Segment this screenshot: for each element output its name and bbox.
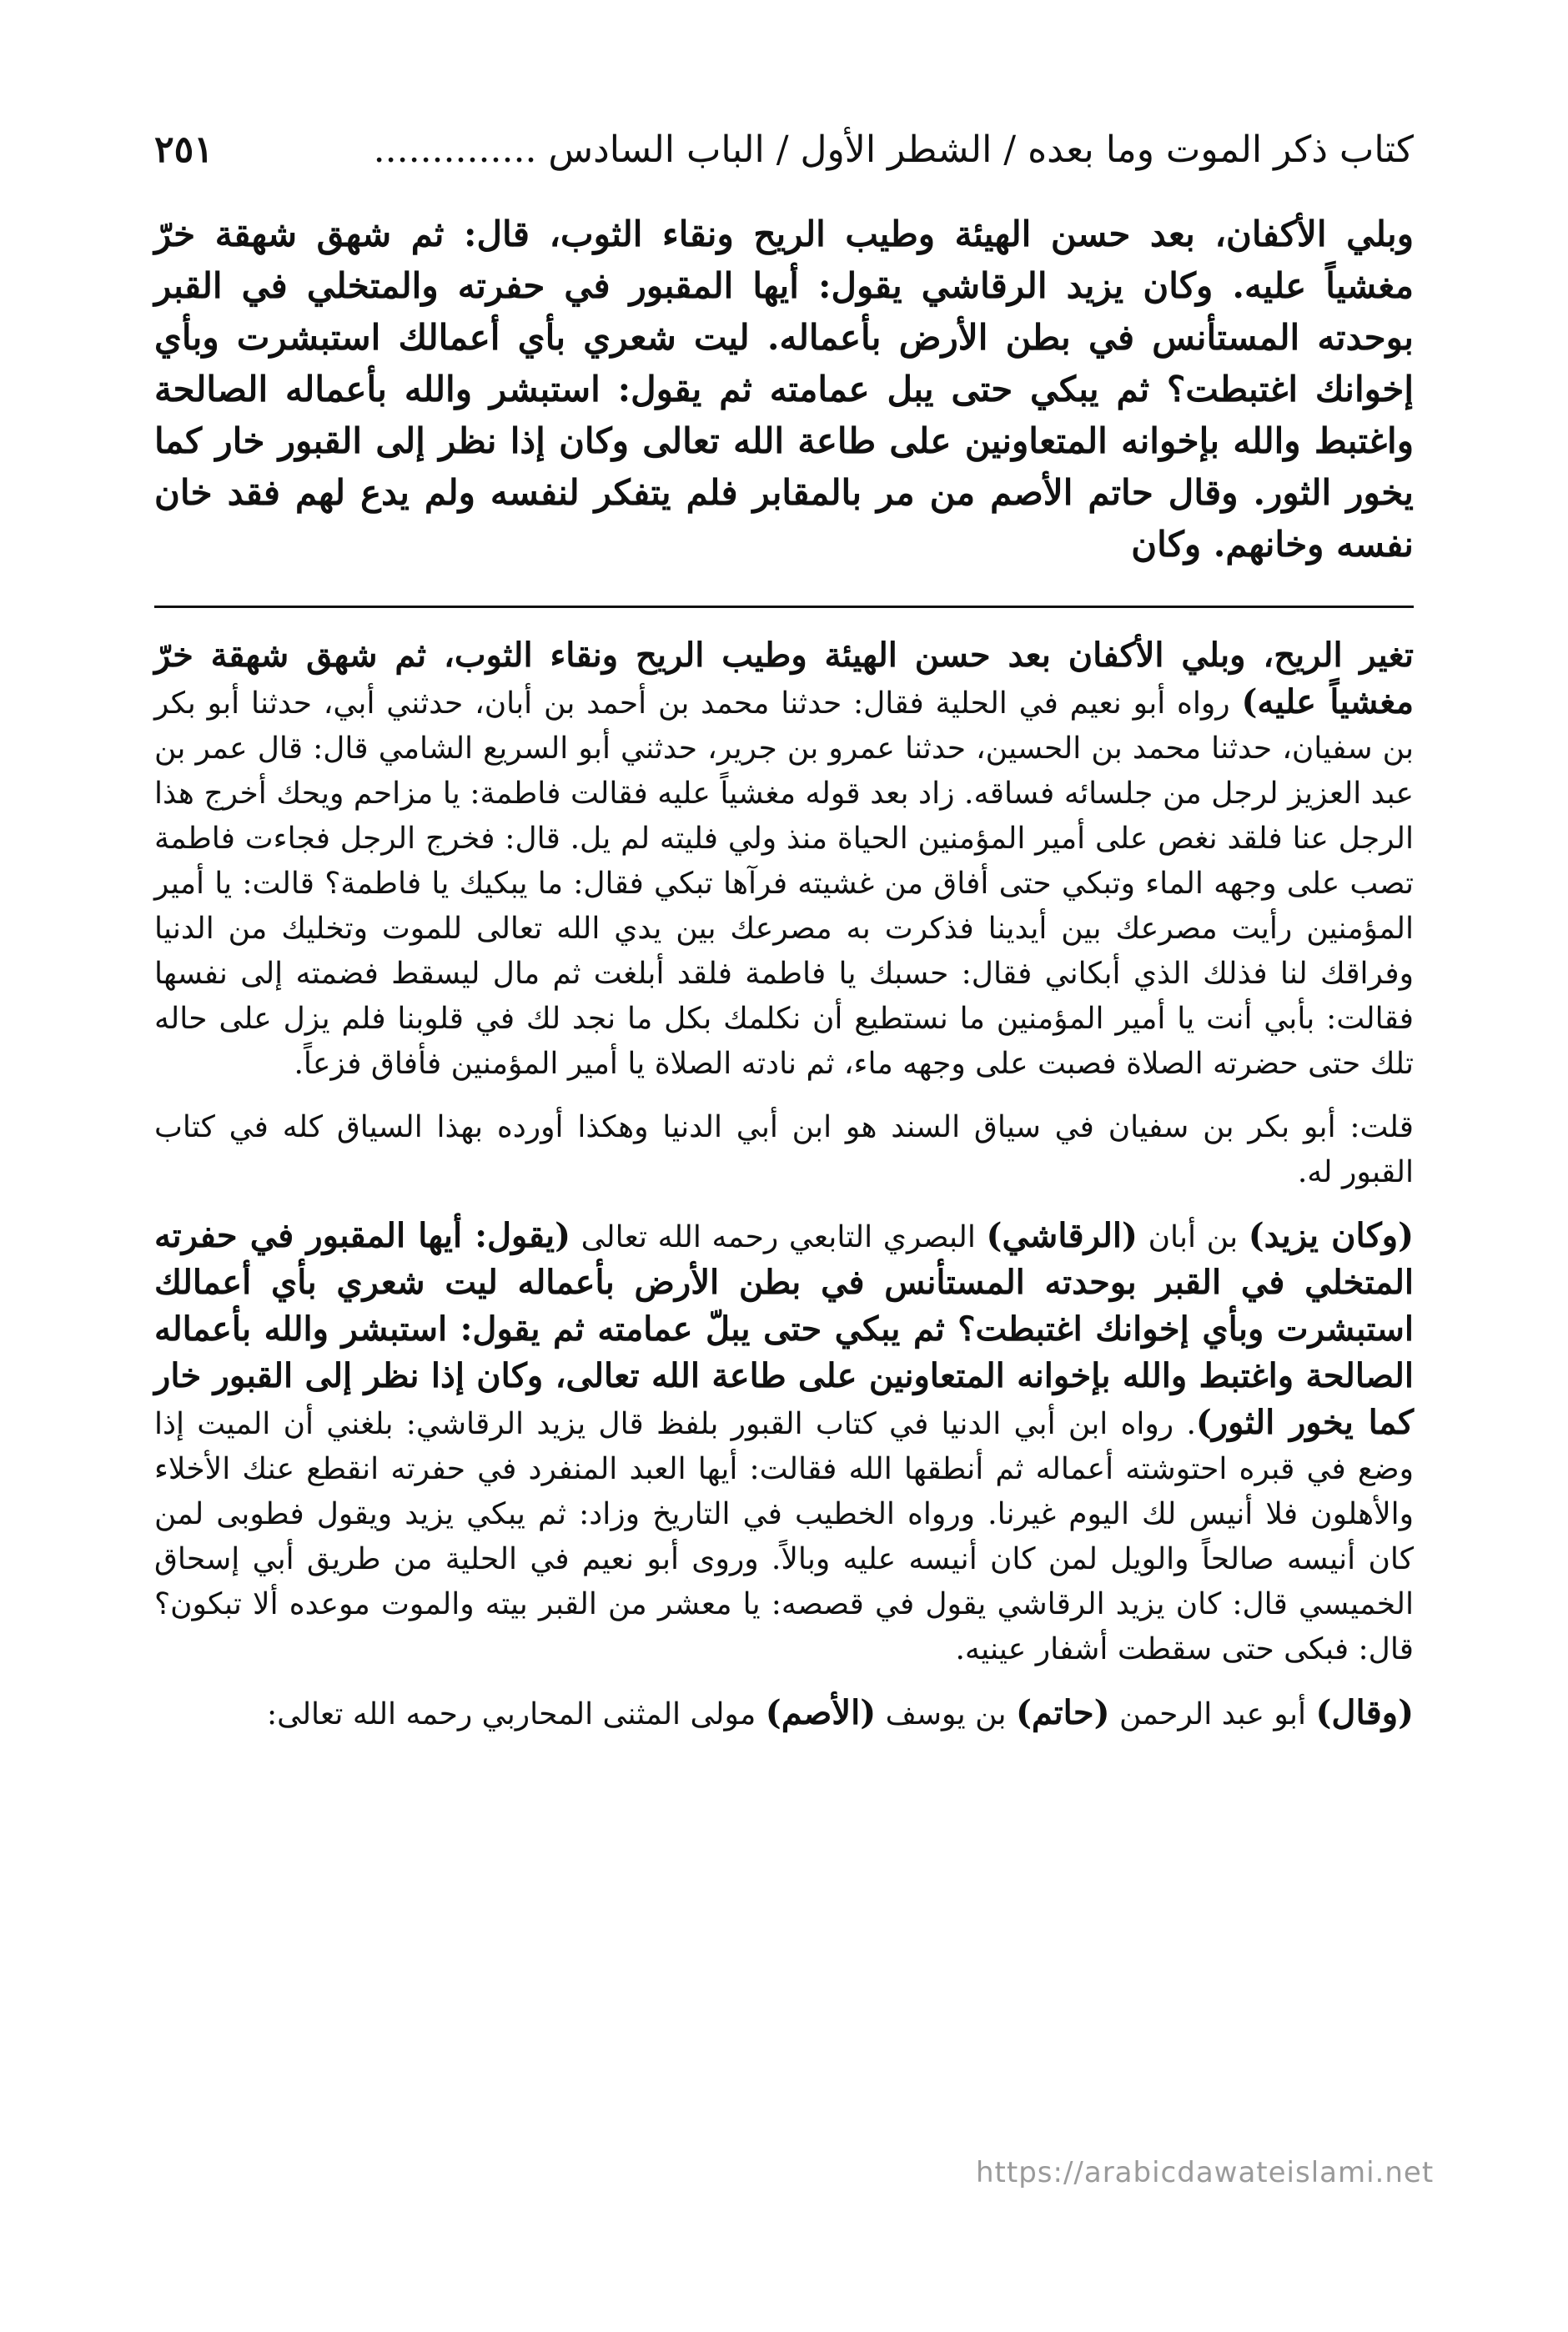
page-number: ٢٥١ — [154, 128, 214, 171]
commentary-text: بن أبان — [1137, 1220, 1249, 1254]
main-text: وبلي الأكفان، بعد حسن الهيئة وطيب الريح ونقاء الثوب، قال: ثم شهق شهقة خرّ مغشياً عليه. وكان يزيد الرقاشي يقول: أيها المقبور في حفرته والمتخلي في القبر بوحدته المستأنس في بطن الأرض بأعماله. ليت شعري بأي أعمالك استبشرت وبأي إخوانك اغتبطت؟ ثم يبكي حتى يبل عمامته ثم يقول: استبشر والله بأعماله الصالحة واغتبط والله بإخوانه المتعاونين على طاعة الله تعالى وكان إذا نظر إلى القبور خار كما يخور الثور. وقال حاتم الأصم من مر بالمقابر فلم يتفكر لنفسه ولم يدع لهم فقد خان نفسه وخانهم. وكان — [154, 214, 1414, 565]
quoted-text: (وكان يزيد) — [1248, 1216, 1414, 1255]
commentary-text: أبو عبد الرحمن — [1109, 1697, 1316, 1731]
watermark: https://arabicdawateislami.net — [976, 2156, 1435, 2189]
commentary-text: بن يوسف — [876, 1697, 1016, 1731]
quoted-text: (يقول: أيها المقبور في حفرته المتخلي في القبر بوحدته المستأنس في بطن الأرض بأعماله ليت شعري بأي أعمالك استبشرت وبأي إخوانك اغتبطت؟ ثم يبكي حتى يبلّ عمامته ثم يقول: استبشر والله بأعماله الصالحة واغتبط والله بإخوانه المتعاونين على طاعة الله تعالى، وكان إذا نظر إلى القبور خار كما يخور الثور) — [154, 1216, 1414, 1442]
quoted-text: (وقال) — [1315, 1693, 1414, 1732]
commentary-text: . رواه ابن أبي الدنيا في كتاب القبور بلفظ قال يزيد الرقاشي: بلغني أن الميت إذا وضع في قبره احتوشته أعماله ثم أنطقها الله فقالت: أيها العبد المنفرد في حفرته انقطع عنك الأخلاء والأهلون فلا أنيس لك اليوم غيرنا. ورواه الخطيب في التاريخ وزاد: ثم يبكي يزيد ويقول فطوبى لمن كان أنيسه صالحاً والويل لمن كان أنيسه عليه وبالاً. وروى أبو نعيم في الحلية من طريق أبي إسحاق الخميسي قال: كان يزيد الرقاشي يقول في قصصه: يا معشر من القبر بيته والموت موعده ألا تبكون؟ قال: فبكى حتى سقطت أشفار عينيه. — [154, 1407, 1414, 1666]
commentary — [154, 633, 1414, 1737]
commentary-paragraph-4 — [154, 1691, 1414, 1737]
separator-rule — [154, 606, 1414, 608]
quoted-text: (الأصم) — [765, 1693, 877, 1732]
commentary-text: البصري التابعي رحمه الله تعالى — [570, 1220, 987, 1254]
commentary-paragraph-1 — [154, 633, 1414, 1087]
quoted-text: (الرقاشي) — [986, 1216, 1138, 1255]
commentary-text: مولى المثنى المحاربي رحمه الله تعالى: — [266, 1697, 766, 1731]
commentary-paragraph-2: قلت: أبو بكر بن سفيان في سياق السند هو ابن أبي الدنيا وهكذا أورده بهذا السياق كله في كتاب القبور له. — [154, 1110, 1414, 1189]
header-title: كتاب ذكر الموت وما بعده / الشطر الأول / الباب السادس .............. — [373, 128, 1414, 171]
commentary-text: رواه أبو نعيم في الحلية فقال: حدثنا محمد بن أحمد بن أبان، حدثني أبي، حدثنا أبو بكر بن سفيان، حدثنا محمد بن الحسين، حدثنا عمرو بن جرير، حدثني أبو السريع الشامي قال: قال عمر بن عبد العزيز لرجل من جلسائه فساقه. زاد بعد قوله مغشياً عليه فقالت فاطمة: يا مزاحم ويحك أخرج هذا الرجل عنا فلقد نغص على أمير المؤمنين الحياة منذ ولي فليته لم يل. قال: فخرج الرجل فجاءت فاطمة تصب على وجهه الماء وتبكي حتى أفاق من غشيته فرآها تبكي فقال: ما يبكيك يا فاطمة؟ قالت: يا أمير المؤمنين رأيت مصرعك بين أيدينا فذكرت به مصرعك بين يدي الله تعالى للموت وتخليك من الدنيا وفراقك لنا فذلك الذي أبكاني فقال: حسبك يا فاطمة فلقد أبلغت ثم مال ليسقط فضمته إلى نفسها فقالت: بأبي أنت يا أمير المؤمنين ما نستطيع أن نكلمك بكل ما نجد لك في قلوبنا فلم يزل على حاله تلك حتى حضرته الصلاة فصبت على وجهه ماء، ثم نادته الصلاة يا أمير المؤمنين فأفاق فزعاً. — [154, 686, 1414, 1081]
quoted-text: تغير الريح، وبلي الأكفان بعد حسن الهيئة وطيب الريح ونقاء الثوب، ثم شهق شهقة خرّ مغشياً عليه) — [154, 636, 1415, 721]
commentary-paragraph-3 — [154, 1214, 1414, 1672]
quoted-text: (حاتم) — [1015, 1693, 1110, 1732]
running-header — [154, 125, 1414, 183]
